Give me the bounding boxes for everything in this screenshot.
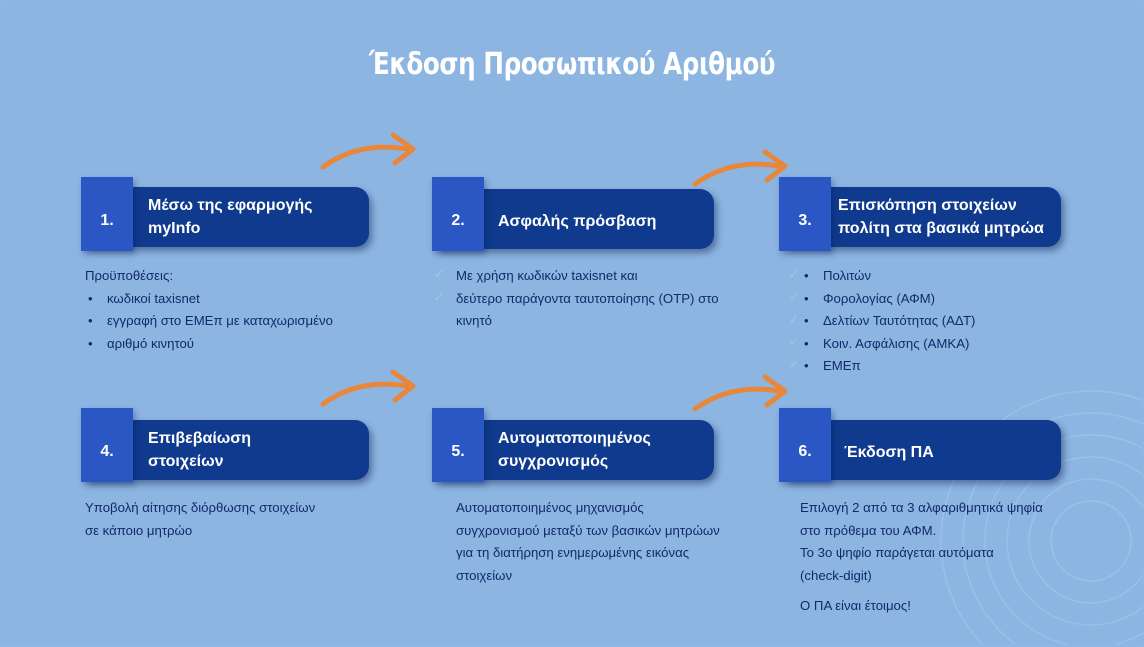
check-mark-icon: ✓ [434, 267, 445, 281]
step-4-number-box [81, 408, 133, 482]
list-item: • ΕΜΕπ [801, 355, 1041, 378]
list-item: • εγγραφή στο ΕΜΕπ με καταχωρισμένο [85, 310, 385, 333]
step-3-number: 3. [798, 212, 812, 229]
step-6-description [800, 497, 1120, 618]
step-4-description [85, 497, 385, 542]
text-line: για τη διατήρηση ενημερωμένης εικόνας [456, 545, 690, 560]
step-1-intro: Προϋποθέσεις: [85, 268, 173, 283]
list-item: • κωδικοί taxisnet [85, 288, 385, 311]
step-2-number: 2. [451, 212, 465, 229]
page-title: Έκδοση Προσωπικού Αριθμού [368, 47, 776, 82]
step-5-description [456, 497, 756, 587]
step-5-title-line2: συγχρονισμός [498, 453, 609, 470]
text-line: (check-digit) [800, 567, 872, 583]
text-line: σε κάποιο μητρώο [85, 522, 193, 538]
step-5-number-box [432, 408, 484, 482]
step-4-title-line1: Επιβεβαίωση [148, 430, 252, 447]
list-item: • Κοιν. Ασφάλισης (ΑΜΚΑ) [801, 333, 1041, 356]
step-4-number: 4. [100, 443, 114, 460]
step-4-title [148, 424, 363, 476]
step-1-title-line1: Μέσω της εφαρμογής [148, 197, 313, 214]
step-5-number: 5. [451, 443, 465, 460]
step-6-number: 6. [798, 443, 812, 460]
list-item: • Δελτίων Ταυτότητας (ΑΔΤ) [801, 310, 1041, 333]
step-5-title-line1: Αυτοματοποιημένος [498, 430, 651, 447]
step-6-title-line1: Έκδοση ΠΑ [844, 443, 934, 461]
text-line: κινητό [456, 313, 492, 328]
step-1-number-box [81, 177, 133, 251]
slide [1, 1, 1143, 644]
step-2-description [456, 265, 756, 333]
check-mark-icon: ✓ [789, 357, 800, 371]
step-1-title-line2: myInfo [148, 220, 201, 237]
curved-arrow-icon [691, 371, 793, 415]
check-mark-icon: ✓ [789, 312, 800, 326]
step-5-title [498, 424, 708, 476]
curved-arrow-icon [319, 366, 421, 410]
step-6-title [844, 424, 1054, 480]
step-3-title [838, 191, 1063, 243]
check-mark-icon: ✓ [434, 290, 445, 304]
final-statement: Ο ΠΑ είναι έτοιμος! [800, 598, 911, 613]
step-2-title [498, 193, 708, 249]
step-4-title-line2: στοιχείων [148, 453, 224, 470]
curved-arrow-icon [319, 129, 421, 173]
text-line: Αυτοματοποιημένος μηχανισμός [456, 500, 644, 515]
step-1-title [148, 191, 363, 243]
text-line: Υποβολή αίτησης διόρθωσης στοιχείων [85, 500, 316, 515]
step-2-number-box [432, 177, 484, 251]
step-6-number-box [779, 408, 831, 482]
text-line: Με χρήση κωδικών taxisnet και [456, 268, 638, 283]
list-item-text: αριθμό κινητού [107, 335, 195, 351]
step-3-title-line1: Επισκόπηση στοιχείων [838, 197, 1017, 214]
text-line: στο πρόθεμα του ΑΦΜ. [800, 522, 937, 538]
text-line: συγχρονισμού μεταξύ των βασικών μητρώων [456, 522, 720, 538]
list-item: • Πολιτών [801, 265, 1041, 288]
check-mark-icon: ✓ [789, 335, 800, 349]
step-3-description [801, 265, 1041, 378]
list-item: • Φορολογίας (ΑΦΜ) [801, 288, 1041, 311]
text-line: Το 3ο ψηφίο παράγεται αυτόματα [800, 545, 994, 560]
text-line: στοιχείων [456, 567, 513, 583]
step-3-number-box [779, 177, 831, 251]
check-mark-icon: ✓ [789, 267, 800, 281]
check-mark-icon: ✓ [789, 290, 800, 304]
list-item-continuation [85, 333, 385, 356]
step-3-title-line2: πολίτη στα βασικά μητρώα [838, 220, 1044, 237]
curved-arrow-icon [691, 146, 793, 190]
text-line: Επιλογή 2 από τα 3 αλφαριθμητικά ψηφία [800, 500, 1043, 515]
step-1-number: 1. [100, 212, 114, 229]
step-1-description [85, 265, 385, 355]
step-2-title-line1: Ασφαλής πρόσβαση [498, 212, 657, 230]
text-line: δεύτερο παράγοντα ταυτοποίησης (OTP) στο [456, 290, 719, 306]
